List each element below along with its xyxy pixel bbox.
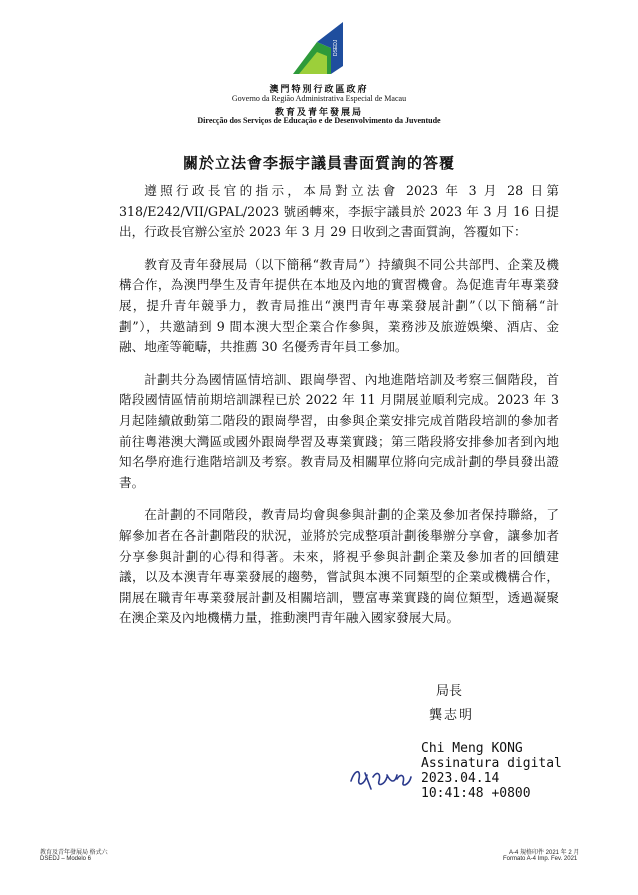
signatory-title: 局長 xyxy=(436,684,463,699)
footer-form-pt: DSEDJ – Modelo 6 xyxy=(40,856,92,862)
document-title: 關於立法會李振宇議員書面質詢的答覆 xyxy=(182,154,455,172)
paragraph: 教育及青年發展局（以下簡稱“教青局”）持續與不同公共部門、企業及機構合作，為澳門學生及青年提供在本地及內地的實習機會。為促進青年專業發展，提升青年競爭力，教青局推出“澳門青年專業發展計劃”（以下簡稱“計劃”），共邀請到 9 間本澳大型企業合作參與，業務涉及旅遊娛樂、酒店、金融、地產等範疇，共推薦 30 名優秀青年員工參加。 xyxy=(119,256,559,355)
digital-signature-date: 2023.04.14 xyxy=(421,771,500,786)
handwritten-signature xyxy=(347,763,415,793)
paragraph: 計劃共分為國情區情培訓、跟崗學習、內地進階培訓及考察三個階段，首階段國情區情前期培訓課程已於 2022 年 11 月開展並順利完成。2023 年 3 月起陸續啟動第二階段的跟崗學習，由參與企業安排完成首階段培訓的參加者前往粵港澳大灣區或國外跟崗學習及專業實踐；第三階段將安排參加者到內地知名學府進行進階培訓及考察。教青局及相關單位將向完成計劃的學員發出證書。 xyxy=(119,371,559,490)
paragraph: 在計劃的不同階段，教青局均會與參與計劃的企業及參加者保持聯絡，了解參加者在各計劃階段的狀況，並將於完成整項計劃後舉辦分享會，讓參加者分享參與計劃的心得和得著。未來，將視乎參與計劃企業及參加者的回饋建議，以及本澳青年專業發展的趨勢，嘗試與本澳不同類型的企業或機構合作，開展在職青年專業發展計劃及相關培訓，豐富專業實踐的崗位類型，透過凝聚在澳企業及內地機構力量，推動澳門青年融入國家發展大局。 xyxy=(119,507,559,626)
digital-signer: Chi Meng KONG xyxy=(421,741,523,756)
government-name-pt: Governo da Região Administrativa Especial de Macau xyxy=(231,94,407,103)
paragraph: 遵照行政長官的指示，本局對立法會 2023 年 3 月 28 日第 318/E242/VII/GPAL/2023 號函轉來，李振宇議員於 2023 年 3 月 16 日提出，行政長官辦公室於 2023 年 3 月 29 日收到之書面質詢，答覆如下： xyxy=(119,183,559,240)
government-name-zh: 澳門特別行政區政府 xyxy=(269,85,369,95)
svg-text:DSEDJ: DSEDJ xyxy=(333,39,339,56)
signatory-name: 龔志明 xyxy=(429,708,475,723)
digital-signature-label: Assinatura digital xyxy=(421,756,562,771)
department-name-pt: Direcção dos Serviços de Educação e de Desenvolvimento da Juventude xyxy=(197,116,441,125)
footer-format-pt: Formato A-4 Imp. Fev. 2021 xyxy=(503,856,578,862)
digital-signature-block xyxy=(421,741,562,801)
document-body xyxy=(119,181,559,641)
department-name-zh: 教育及青年發展局 xyxy=(274,108,363,118)
macau-government-logo xyxy=(287,16,351,76)
digital-signature-time: 10:41:48 +0800 xyxy=(421,786,531,801)
footer-form-zh: 教育及青年發展局 格式六 xyxy=(40,850,108,856)
footer-format-zh: A-4 規格印件 2021 年 2 月 xyxy=(509,850,580,856)
